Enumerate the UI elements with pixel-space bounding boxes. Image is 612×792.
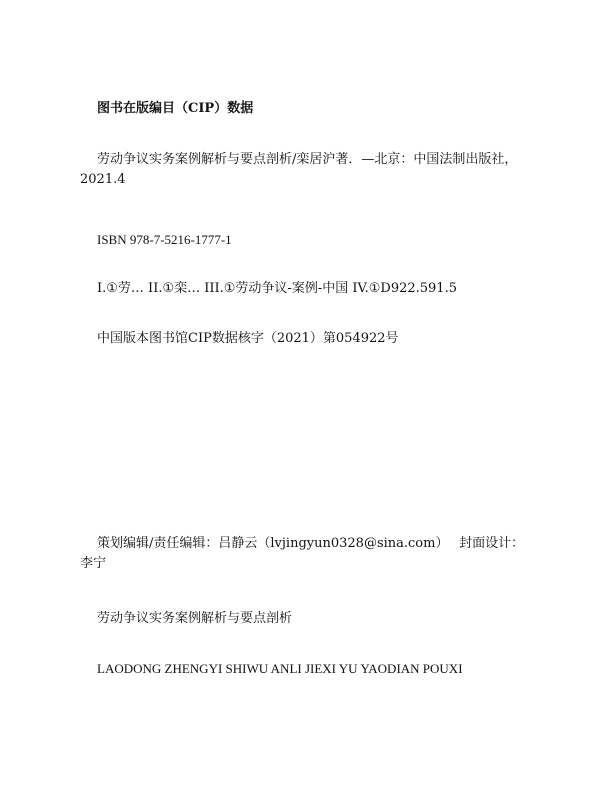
book-title-pinyin: LAODONG ZHENGYI SHIWU ANLI JIEXI YU YAODIAN POUXI (97, 661, 463, 676)
title-record: 劳动争议实务案例解析与要点剖析/栾居沪著．—北京：中国法制出版社，2021.4 (80, 152, 518, 187)
cip-number: 中国版本图书馆CIP数据核字（2021）第054922号 (97, 331, 399, 346)
book-title-cn: 劳动争议实务案例解析与要点剖析 (97, 611, 293, 626)
editors-credit: 策划编辑/责任编辑：吕静云（lvjingyun0328@sina.com） 封面设计：李宁 (80, 536, 525, 571)
isbn: ISBN 978-7-5216-1777-1 (97, 232, 232, 247)
classification: I.①劳… II.①栾… III.①劳动争议-案例-中国 IV.①D922.591.5 (97, 281, 457, 296)
cip-heading: 图书在版编目（CIP）数据 (97, 101, 254, 116)
